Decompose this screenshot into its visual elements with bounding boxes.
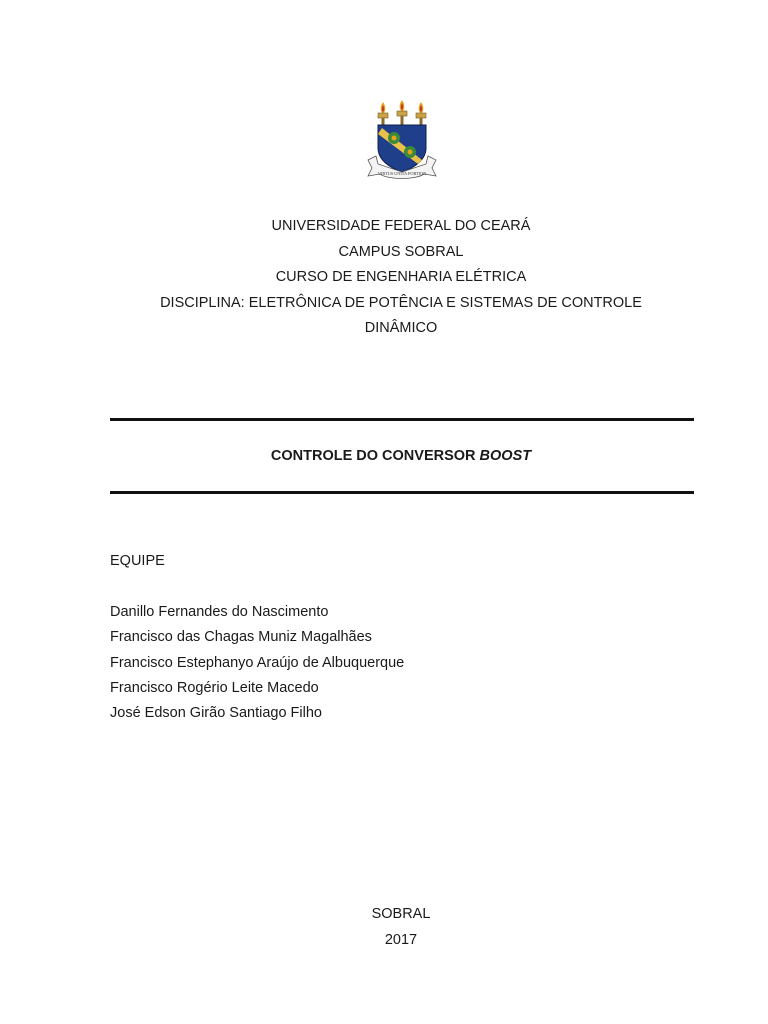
document-title (0, 446, 768, 466)
team-member: Francisco Estephanyo Araújo de Albuquerque (110, 654, 405, 671)
institution-header (0, 214, 768, 342)
document-footer (0, 902, 768, 953)
footer-year: 2017 (384, 931, 418, 948)
title-rule-bottom (110, 491, 694, 494)
university-name: UNIVERSIDADE FEDERAL DO CEARÁ (271, 218, 531, 234)
course-name: CURSO DE ENGENHARIA ELÉTRICA (275, 269, 527, 285)
team-member: José Edson Girão Santiago Filho (110, 705, 322, 722)
footer-city: SOBRAL (371, 906, 431, 922)
team-member: Francisco Rogério Leite Macedo (110, 679, 319, 696)
document-title-main: CONTROLE DO CONVERSOR (270, 448, 480, 464)
discipline-name: DISCIPLINA: ELETRÔNICA DE POTÊNCIA E SISTEMAS DE CONTROLE (160, 294, 642, 311)
document-title-emphasis: BOOST (479, 448, 532, 464)
campus-name: CAMPUS SOBRAL (338, 243, 464, 260)
team-label: EQUIPE (110, 553, 165, 569)
discipline-name-continued: DINÂMICO (364, 320, 438, 336)
team-member-list (110, 600, 404, 726)
team-member: Francisco das Chagas Muniz Magalhães (110, 629, 372, 646)
title-rule-top (110, 418, 694, 421)
svg-text:VIRTUS UNITA FORTIOR: VIRTUS UNITA FORTIOR (377, 171, 427, 176)
university-crest-icon (364, 98, 440, 186)
team-member: Danillo Fernandes do Nascimento (110, 604, 329, 620)
